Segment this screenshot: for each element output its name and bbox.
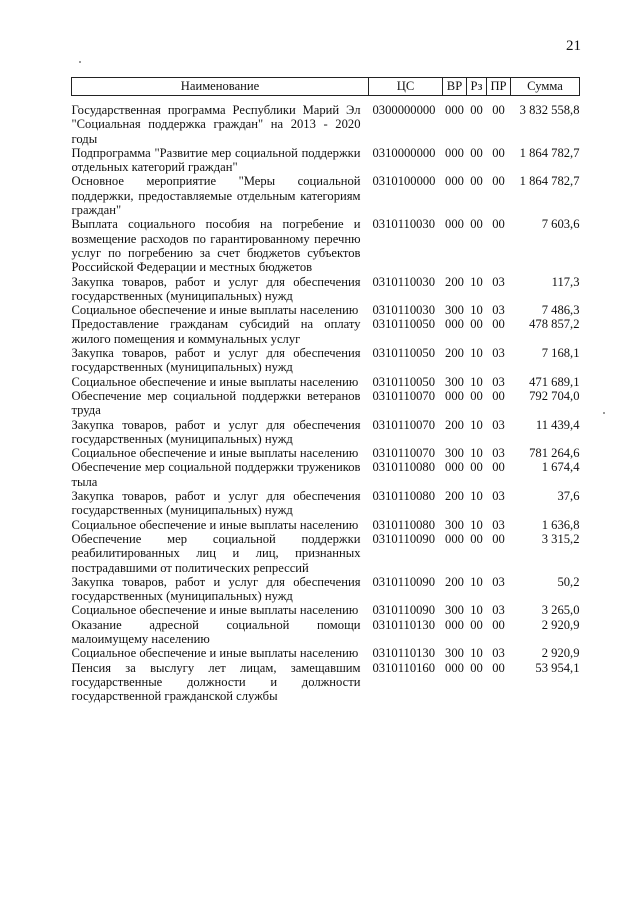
row-pr: 03 — [492, 574, 505, 589]
row-rz: 10 — [470, 446, 483, 461]
row-vr: 000 — [445, 617, 464, 632]
row-sum: 3 832 558,8 — [519, 103, 580, 117]
row-rz: 10 — [470, 646, 483, 661]
row-vr: 000 — [445, 317, 464, 332]
row-rz: 00 — [470, 617, 483, 632]
row-rz: 10 — [470, 274, 483, 289]
row-vr: 000 — [445, 145, 464, 160]
row-cs: 0310110050 — [372, 374, 436, 389]
row-sum: 117,3 — [551, 274, 580, 289]
row-name: Предоставление гражданам субсидий на оплату жилого помещения и коммунальных услуг — [71, 317, 361, 346]
row-name: Обеспечение мер социальной поддержки тружеников тыла — [71, 460, 361, 489]
budget-table — [71, 77, 580, 703]
row-pr: 03 — [492, 417, 505, 432]
row-vr: 000 — [445, 460, 464, 475]
row-vr: 200 — [445, 489, 464, 504]
row-cs: 0310000000 — [372, 145, 436, 160]
page-number: 21 — [566, 38, 581, 54]
row-name: Выплата социального пособия на погребение и возмещение расходов по гарантированному перечню услуг по погребению за счет бюджетов субъектов Российской Федерации и местных бюджетов — [71, 217, 361, 275]
table-row — [72, 375, 580, 389]
row-cs: 0310110050 — [372, 317, 436, 332]
row-sum: 1 636,8 — [541, 517, 580, 532]
row-sum: 7 603,6 — [541, 217, 580, 232]
row-sum: 3 265,0 — [541, 603, 580, 618]
row-sum: 53 954,1 — [535, 660, 580, 675]
header-vr: ВР — [443, 78, 467, 96]
row-pr: 00 — [492, 217, 505, 232]
row-sum: 7 486,3 — [541, 303, 580, 318]
header-sum: Сумма — [511, 78, 580, 96]
row-sum: 7 168,1 — [541, 346, 580, 361]
row-vr: 300 — [445, 603, 464, 618]
row-rz: 10 — [470, 574, 483, 589]
row-vr: 300 — [445, 517, 464, 532]
row-rz: 10 — [470, 603, 483, 618]
table-row — [72, 532, 580, 575]
table-row — [72, 489, 580, 518]
row-name: Социальное обеспечение и иные выплаты населению — [71, 517, 359, 532]
row-vr: 300 — [445, 446, 464, 461]
table-row — [72, 418, 580, 447]
row-name: Социальное обеспечение и иные выплаты населению — [71, 303, 359, 318]
table-row — [72, 174, 580, 217]
row-pr: 00 — [492, 531, 505, 546]
row-pr: 00 — [492, 660, 505, 675]
row-sum: 471 689,1 — [529, 374, 580, 389]
table-row — [72, 446, 580, 460]
row-rz: 00 — [470, 103, 483, 117]
row-rz: 00 — [470, 217, 483, 232]
row-vr: 000 — [445, 388, 464, 403]
row-cs: 0310110050 — [372, 346, 436, 361]
row-name: Закупка товаров, работ и услуг для обеспечения государственных (муниципальных) нужд — [71, 489, 361, 518]
row-cs: 0310110030 — [372, 303, 436, 318]
row-rz: 00 — [470, 145, 483, 160]
scan-speck — [603, 412, 605, 414]
row-name: Подпрограмма "Развитие мер социальной поддержки отдельных категорий граждан" — [71, 145, 361, 175]
row-name: Государственная программа Республики Марий Эл "Социальная поддержка граждан" на 2013 - 2020 годы — [71, 103, 361, 146]
row-pr: 00 — [492, 174, 505, 189]
row-rz: 00 — [470, 460, 483, 475]
row-pr: 03 — [492, 603, 505, 618]
row-pr: 03 — [492, 646, 505, 661]
row-vr: 000 — [445, 531, 464, 546]
row-rz: 10 — [470, 489, 483, 504]
row-rz: 00 — [470, 174, 483, 189]
row-vr: 300 — [445, 374, 464, 389]
row-sum: 2 920,9 — [541, 617, 580, 632]
table-row — [72, 518, 580, 532]
row-sum: 3 315,2 — [541, 531, 580, 546]
table-row — [72, 275, 580, 304]
table-row — [72, 603, 580, 617]
row-pr: 03 — [492, 489, 505, 504]
row-sum: 1 864 782,7 — [519, 145, 580, 160]
row-cs: 0310110070 — [372, 388, 436, 403]
row-rz: 10 — [470, 374, 483, 389]
row-name: Социальное обеспечение и иные выплаты населению — [71, 646, 359, 661]
row-name: Социальное обеспечение и иные выплаты населению — [71, 603, 359, 618]
row-pr: 00 — [492, 617, 505, 632]
row-cs: 0310110130 — [372, 646, 436, 661]
row-name: Обеспечение мер социальной поддержки реабилитированных лиц и лиц, признанных пострадавшими от политических репрессий — [71, 531, 361, 575]
row-rz: 10 — [470, 303, 483, 318]
table-row — [72, 661, 580, 704]
table-row — [72, 460, 580, 489]
row-sum: 50,2 — [557, 574, 580, 589]
row-name: Закупка товаров, работ и услуг для обеспечения государственных (муниципальных) нужд — [71, 417, 361, 446]
row-cs: 0310110070 — [372, 446, 436, 461]
row-sum: 2 920,9 — [541, 646, 580, 661]
row-pr: 03 — [492, 446, 505, 461]
row-pr: 00 — [492, 388, 505, 403]
row-pr: 03 — [492, 374, 505, 389]
row-cs: 0310110130 — [372, 617, 436, 632]
row-vr: 000 — [445, 217, 464, 232]
table-row — [72, 146, 580, 175]
table-row — [72, 317, 580, 346]
row-sum: 1 674,4 — [541, 460, 580, 475]
row-vr: 000 — [445, 174, 464, 189]
row-sum: 1 864 782,7 — [519, 174, 580, 189]
row-cs: 0310110030 — [372, 274, 436, 289]
row-cs: 0310110080 — [372, 460, 436, 475]
row-name: Пенсия за выслугу лет лицам, замещавшим государственные должности и должности государственной гражданской службы — [71, 660, 361, 704]
row-rz: 10 — [470, 346, 483, 361]
row-cs: 0310110030 — [372, 217, 436, 232]
row-name: Социальное обеспечение и иные выплаты населению — [71, 374, 359, 389]
header-name: Наименование — [72, 78, 369, 96]
row-cs: 0310110090 — [372, 603, 436, 618]
row-rz: 10 — [470, 517, 483, 532]
row-rz: 00 — [470, 660, 483, 675]
table-row — [72, 96, 580, 146]
row-name: Закупка товаров, работ и услуг для обеспечения государственных (муниципальных) нужд — [71, 346, 361, 375]
row-cs: 0310110160 — [372, 660, 436, 675]
row-vr: 200 — [445, 417, 464, 432]
row-cs: 0300000000 — [372, 103, 436, 117]
header-rz: Рз — [467, 78, 487, 96]
row-vr: 200 — [445, 274, 464, 289]
row-name: Основное мероприятие "Меры социальной поддержки, предоставляемые отдельным категориям граждан" — [71, 174, 361, 218]
table-row — [72, 346, 580, 375]
table-row — [72, 618, 580, 647]
table-header-row — [72, 78, 580, 96]
row-pr: 03 — [492, 274, 505, 289]
row-rz: 10 — [470, 417, 483, 432]
row-sum: 11 439,4 — [535, 417, 580, 432]
table-row — [72, 217, 580, 274]
row-pr: 00 — [492, 460, 505, 475]
row-pr: 03 — [492, 303, 505, 318]
row-pr: 00 — [492, 145, 505, 160]
row-sum: 478 857,2 — [529, 317, 580, 332]
table-row — [72, 303, 580, 317]
row-cs: 0310110080 — [372, 517, 436, 532]
row-cs: 0310110080 — [372, 489, 436, 504]
row-vr: 000 — [445, 103, 464, 117]
row-pr: 00 — [492, 317, 505, 332]
row-sum: 37,6 — [557, 489, 580, 504]
row-cs: 0310100000 — [372, 174, 436, 189]
row-name: Обеспечение мер социальной поддержки ветеранов труда — [71, 388, 361, 418]
row-cs: 0310110090 — [372, 574, 436, 589]
header-pr: ПР — [487, 78, 511, 96]
header-cs: ЦС — [369, 78, 443, 96]
row-vr: 200 — [445, 346, 464, 361]
row-rz: 00 — [470, 388, 483, 403]
row-vr: 300 — [445, 303, 464, 318]
row-vr: 000 — [445, 660, 464, 675]
row-sum: 792 704,0 — [529, 388, 580, 403]
row-vr: 300 — [445, 646, 464, 661]
row-name: Оказание адресной социальной помощи малоимущему населению — [71, 617, 361, 646]
row-vr: 200 — [445, 574, 464, 589]
row-pr: 00 — [492, 103, 505, 117]
row-name: Закупка товаров, работ и услуг для обеспечения государственных (муниципальных) нужд — [71, 274, 361, 303]
row-pr: 03 — [492, 517, 505, 532]
row-name: Социальное обеспечение и иные выплаты населению — [71, 446, 359, 461]
row-name: Закупка товаров, работ и услуг для обеспечения государственных (муниципальных) нужд — [71, 574, 361, 604]
row-sum: 781 264,6 — [529, 446, 580, 461]
row-pr: 03 — [492, 346, 505, 361]
scan-speck — [79, 61, 81, 63]
table-row — [72, 646, 580, 660]
row-rz: 00 — [470, 531, 483, 546]
row-cs: 0310110090 — [372, 531, 436, 546]
row-cs: 0310110070 — [372, 417, 436, 432]
row-rz: 00 — [470, 317, 483, 332]
table-row — [72, 389, 580, 418]
table-row — [72, 575, 580, 604]
